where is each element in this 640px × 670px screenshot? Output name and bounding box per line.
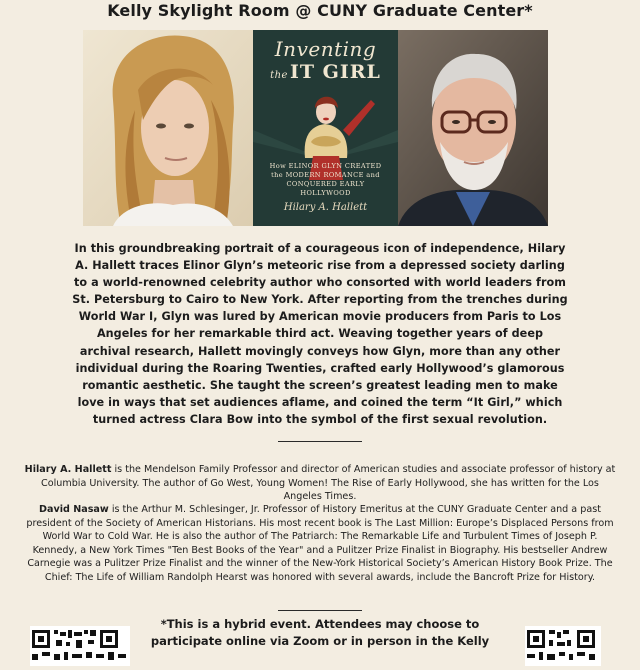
hybrid-event-note: *This is a hybrid event. Attendees may choose to participate online via Zoom or in person in the Kelly [150,617,490,648]
author-bio [24,463,616,504]
book-subtitle: How ELINOR GLYN CREATED the MODERN ROMANCE and CONQUERED EARLY HOLLYWOOD [269,162,382,197]
qr-code-left[interactable] [30,626,130,666]
moderator-portrait-photo [398,30,548,226]
author-bio-text: is the Mendelson Family Professor and director of American studies and associate professor of history at Columbia University. The author of Go West, Young Women! The Rise of Early Hollywood, she has written for the Los Angeles Times. [41,464,616,503]
qr-code-icon [525,626,601,666]
moderator-bio-name: David Nasaw [39,504,109,515]
photo-strip [83,30,548,226]
book-title-line1: Inventing [274,37,377,61]
moderator-bio-text: is the Arthur M. Schlesinger, Jr. Professor of History Emeritus at the CUNY Graduate Center and a past president of the Society of American Historians. His most recent book is The Last Million: Europe’s Displaced Persons from World War to Cold War. He is also the author of The Patriarch: The Remarkable Life and Turbulent Times of Joseph P. Kennedy, a New York Times "Ten Best Books of the Year" and a Pulitzer Prize Finalist in Biography. His bestseller Andrew Carnegie was a Pulitzer Prize Finalist and the winner of the New-York Historical Society’s American History Book Prize. The Chief: The Life of William Randolph Hearst was honored with several awards, include the Bancroft Prize for History. [26,504,614,583]
book-title-the: the [270,70,288,81]
book-description: In this groundbreaking portrait of a courageous icon of independence, Hilary A. Hallett traces Elinor Glyn’s meteoric rise from a depressed society darling to a world-renowned celebrity author who consorted with world leaders from St. Petersburg to Cairo to New York. After reporting from the trenches during World War I, Glyn was lured by American movie producers from Paris to Los Angeles for her remarkable third act. Weaving together years of deep archival research, Hallett movingly conveys how Glyn, more than any other individual during the Roaring Twenties, crafted early Hollywood’s glamorous romantic aesthetic. She taught the screen’s greatest leading men to make love in ways that set audiences aflame, and coined the term “It Girl,” which turned actress Clara Bow into the symbol of the first sexual revolution. [72,242,568,426]
moderator-portrait-illustration [398,30,548,226]
book-cover [253,30,398,226]
divider-top [278,441,362,442]
book-author: Hilary A. Hallett [283,202,368,213]
qr-code-right[interactable] [525,626,601,666]
book-title [253,38,398,87]
divider-bottom [278,610,362,611]
venue-heading: Kelly Skylight Room @ CUNY Graduate Center* [107,1,533,20]
author-portrait-photo [83,30,253,226]
qr-code-icon [30,626,130,666]
book-title-line2: IT GIRL [289,61,381,83]
author-bio-name: Hilary A. Hallett [24,464,112,475]
author-portrait-illustration [83,30,253,226]
moderator-bio [24,503,616,585]
